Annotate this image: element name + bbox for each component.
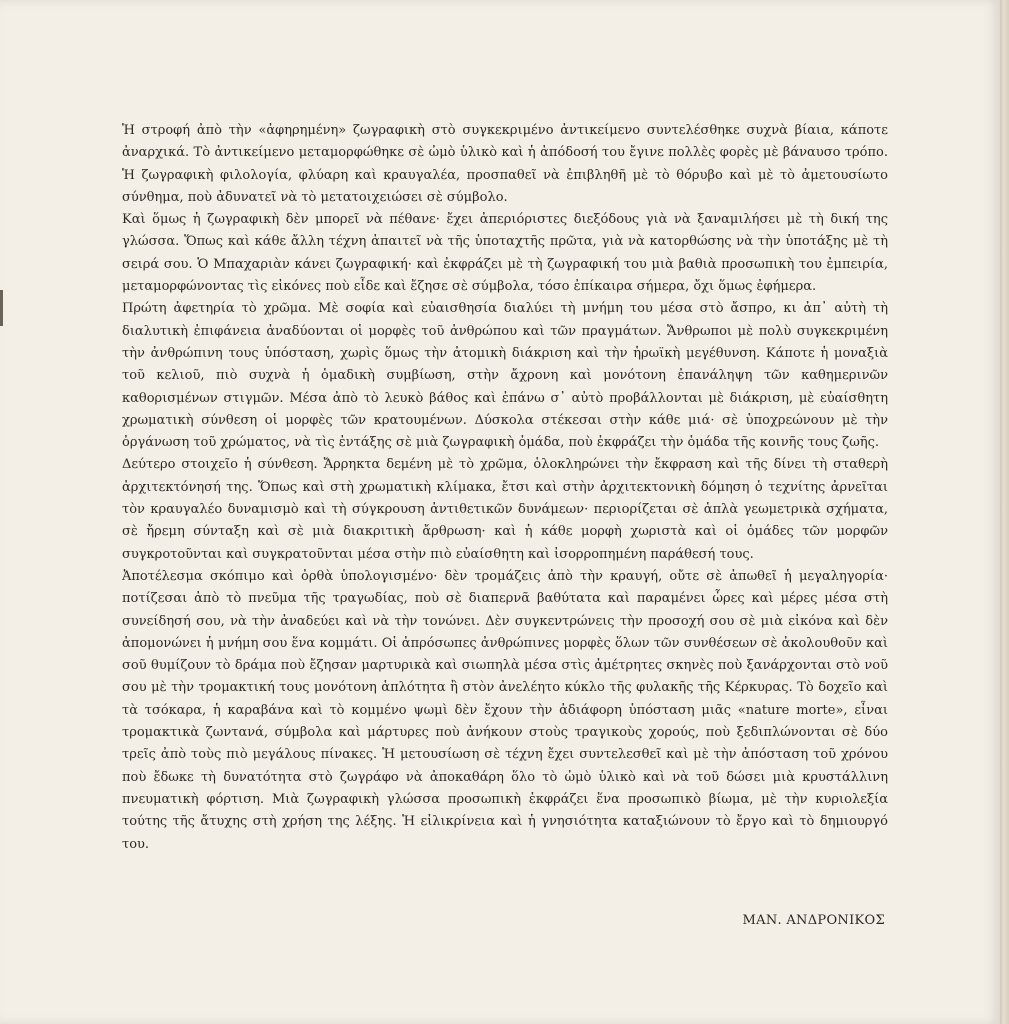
- author-signature: ΜΑΝ. ΑΝΔΡΟΝΙΚΟΣ: [742, 913, 885, 928]
- essay-body: [122, 120, 888, 856]
- paragraph-5: Ἀποτέλεσμα σκόπιμο καὶ ὀρθὰ ὑπολογισμένο· δὲν τρομάζεις ἀπὸ τὴν κραυγή, οὔτε σὲ ἀπωθεῖ ἡ μεγαληγορία· ποτίζεσαι ἀπὸ τὸ πνεῦμα τῆς τραγωδίας, ποὺ σὲ διαπερνᾶ βαθύτατα καὶ παραμένει ὧρες καὶ μέρες μέσα στὴ συνείδησή σου, νὰ τὴν ἀναδεύει καὶ νὰ τὴν τονώνει. Δὲν συγκεντρώνεις τὴν προσοχή σου σὲ μιὰ εἰκόνα καὶ δὲν ἀπομονώνει ἡ μνήμη σου ἕνα κομμάτι. Οἱ ἀπρόσωπες ἀνθρώπινες μορφὲς ὅλων τῶν συνθέσεων σὲ ἀκολουθοῦν καὶ σοῦ θυμίζουν τὸ δράμα ποὺ ἔζησαν μαρτυρικὰ καὶ σιωπηλὰ μέσα στὶς ἀμέτρητες σκηνὲς ποὺ ξανάρχονται στὸ νοῦ σου μὲ τὴν τρομακτική τους μονότονη ἁπλότητα ἢ στὸν ἀνελέητο κύκλο τῆς φυλακῆς τῆς Κέρκυρας. Τὸ δοχεῖο καὶ τὰ τσόκαρα, ἡ καραβάνα καὶ τὸ κομμένο ψωμὶ δὲν ἔχουν τὴν ἀδιάφορη ὑπόσταση μιᾶς «nature morte», εἶναι τρομακτικὰ ζωντανά, σύμβολα καὶ μάρτυρες ποὺ ἀνήκουν στοὺς τραγικοὺς χορούς, ποὺ ξεδιπλώνονται σὲ δύο τρεῖς ἀπὸ τοὺς πιὸ μεγάλους πίνακες. Ἡ μετουσίωση σὲ τέχνη ἔχει συντελεσθεῖ καὶ μὲ τὴν ἀπόσταση τοῦ χρόνου ποὺ ἔδωκε τὴ δυνατότητα στὸ ζωγράφο νὰ ἀποκαθάρη ὅλο τὸ ὠμὸ ὑλικὸ καὶ νὰ τοῦ δώσει μιὰ κρυστάλλινη πνευματικὴ φόρτιση. Μιὰ ζωγραφικὴ γλώσσα προσωπικὴ ἐκφράζει ἕνα προσωπικὸ βίωμα, μὲ τὴν κυριολεξία τούτης τῆς ἄτυχης στὴ χρήση της λέξης. Ἡ εἰλικρίνεια καὶ ἡ γνησιότητα καταξιώνουν τὸ ἔργο καὶ τὸ δημιουργό του.: [122, 568, 888, 852]
- paragraph-4: Δεύτερο στοιχεῖο ἡ σύνθεση. Ἄρρηκτα δεμένη μὲ τὸ χρῶμα, ὁλοκληρώνει τὴν ἔκφραση καὶ τῆς δίνει τὴ σταθερὴ ἀρχιτεκτόνησή της. Ὅπως καὶ στὴ χρωματικὴ κλίμακα, ἔτσι καὶ στὴν ἀρχιτεκτονικὴ δόμηση ὁ τεχνίτης ἀρνεῖται τὸν κραυγαλέο δυναμισμὸ καὶ τὴ σύγκρουση ἀντιθετικῶν δυνάμεων· περιορίζεται σὲ ἁπλὰ γεωμετρικὰ σχήματα, σὲ ἤρεμη σύνταξη καὶ σὲ μιὰ διακριτικὴ ἄρθρωση· καὶ ἡ κάθε μορφὴ χωριστὰ καὶ οἱ ὁμάδες τῶν μορφῶν συγκροτοῦνται καὶ συγκρατοῦνται μέσα στὴν πιὸ εὐαίσθητη καὶ ἰσορροπημένη παράθεσή τους.: [122, 457, 888, 562]
- binding-mark: [0, 290, 3, 326]
- page-edge: [1000, 0, 1009, 1024]
- paragraph-3: Πρώτη ἀφετηρία τὸ χρῶμα. Μὲ σοφία καὶ εὐαισθησία διαλύει τὴ μνήμη του μέσα στὸ ἄσπρο, κι ἀπ᾽ αὐτὴ τὴ διαλυτικὴ ἐπιφάνεια ἀναδύονται οἱ μορφὲς τοῦ ἀνθρώπου καὶ τῶν πραγμάτων. Ἄνθρωποι μὲ πολὺ συγκεκριμένη τὴν ἀνθρώπινη τους ὑπόσταση, χωρὶς ὅμως τὴν ἀτομικὴ διάκριση καὶ τὴν ἡρωϊκὴ μεγέθυνση. Κάποτε ἡ μοναξιὰ τοῦ κελιοῦ, πιὸ συχνὰ ἡ ὁμαδικὴ συμβίωση, στὴν ἄχρονη καὶ μονότονη ἐπανάληψη τῶν καθημερινῶν καθορισμένων στιγμῶν. Μέσα ἀπὸ τὸ λευκὸ βάθος καὶ ἐπάνω σ᾽ αὐτὸ προβάλλονται μὲ διάκριση, μὲ εὐαίσθητη χρωματικὴ σύνθεση οἱ μορφὲς τῶν κρατουμένων. Δύσκολα στέκεσαι στὴν κάθε μιά· σὲ ὑποχρεώνουν μὲ τὴν ὀργάνωση τοῦ χρώματος, νὰ τὶς ἐντάξης σὲ μιὰ ζωγραφικὴ ὁμάδα, ποὺ ἐκφράζει τὴν ὁμάδα τῆς κοινῆς τους ζωῆς.: [122, 301, 888, 451]
- paragraph-1: Ἡ στροφή ἀπὸ τὴν «ἀφηρημένη» ζωγραφικὴ στὸ συγκεκριμένο ἀντικείμενο συντελέσθηκε συχνὰ βίαια, κάποτε ἀναρχικά. Τὸ ἀντικείμενο μεταμορφώθηκε σὲ ὠμὸ ὑλικὸ καὶ ἡ ἀπόδοσή του ἔγινε πολλὲς φορὲς μὲ βάναυσο τρόπο. Ἡ ζωγραφικὴ φιλολογία, φλύαρη καὶ κραυγαλέα, προσπαθεῖ νὰ ἐπιβληθῆ μὲ τὸ θόρυβο καὶ μὲ τὸ ἀμετουσίωτο σύνθημα, ποὺ ἀδυνατεῖ νὰ τὸ μετατοιχειώσει σὲ σύμβολο.: [122, 123, 888, 205]
- paragraph-2: Καὶ ὅμως ἡ ζωγραφικὴ δὲν μπορεῖ νὰ πέθανε· ἔχει ἀπεριόριστες διεξόδους γιὰ νὰ ξαναμιλήσει μὲ τὴ δική της γλώσσα. Ὅπως καὶ κάθε ἄλλη τέχνη ἀπαιτεῖ νὰ τῆς ὑποταχτῆς πρῶτα, γιὰ νὰ κατορθώσης νὰ τὴν ὑποτάξης μὲ τὴ σειρά σου. Ὁ Μπαχαριὰν κάνει ζωγραφική· καὶ ἐκφράζει μὲ τὴ ζωγραφική του μιὰ βαθιὰ προσωπικὴ του ἐμπειρία, μεταμορφώνοντας τὶς εἰκόνες ποὺ εἶδε καὶ ἔζησε σὲ σύμβολα, τόσο ἐπίκαιρα σήμερα, ὄχι ὅμως ἐφήμερα.: [122, 212, 888, 295]
